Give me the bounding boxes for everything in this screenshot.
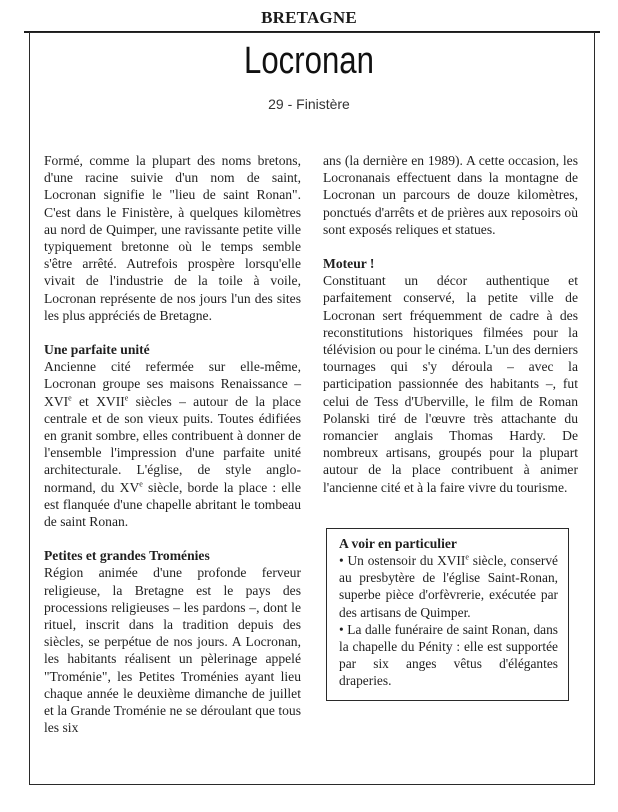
left-column — [44, 152, 301, 737]
right-column — [323, 152, 578, 496]
highlight-item-dalle: • La dalle funéraire de saint Ronan, dans la chapelle du Pénity : elle est supportée par six anges vêtus d'élégantes draperies. — [339, 621, 558, 689]
page-title: Locronan — [244, 40, 374, 82]
section-text-moteur: Constituant un décor authentique et parfaitement conservé, la petite ville de Locronan sert fréquemment de cadre à des reconstitutions historiques filmées pour la télévision ou pour le cinéma. L'un des derniers tournages qui s'y déroula – avec la participation passionnée des habitants –, fut celui de Tess d'Uberville, le film de Roman Polanski tiré de l'œuvre très attachante du romancier anglais Thomas Hardy. De nombreux artisans, groupés pour la plupart autour de la place contribuent à animer l'ancienne cité et à la faire vivre du tourisme. — [323, 273, 578, 495]
section-text-unite: Ancienne cité refermée sur elle-même, Locronan groupe ses maisons Renaissance – XVIe et XVIIe siècles – autour de la place centrale et de son vieux puits. Toutes édifiées en granit sombre, elles contribuent à donner de l'ensemble l'impression d'une parfaite unité architecturale. L'église, de style anglo-normand, du XVe siècle, borde la place : elle est flanquée d'une chapelle abritant le tombeau de saint Ronan. — [44, 359, 301, 530]
intro-paragraph: Formé, comme la plupart des noms bretons, d'une racine suivie d'un nom de saint, Locronan signifie le "lieu de saint Ronan". C'est dans le Finistère, à quelques kilomètres au nord de Quimper, une ravissante petite ville typiquement bretonne où le temps semble s'être arrêté. Autrefois prospère lorsqu'elle vivait de l'industrie de la toile à voile, Locronan représente de nos jours l'un des sites les plus appréciés de Bretagne. — [44, 153, 301, 323]
highlights-heading: A voir en particulier — [339, 536, 457, 551]
page-subtitle: 29 - Finistère — [268, 96, 350, 112]
section-heading-moteur: Moteur ! — [323, 256, 375, 272]
continuation-paragraph: ans (la dernière en 1989). A cette occasion, les Locronanais effectuent dans la montagne de Locronan un parcours de douze kilomètres, ponctués d'arrêts et de prières aux reposoirs où sont exposés reliques et statues. — [323, 153, 578, 237]
highlights-box — [326, 528, 569, 701]
section-heading-unite: Une parfaite unité — [44, 342, 150, 358]
section-text-tromenies: Région animée d'une profonde ferveur religieuse, la Bretagne est le pays des processions religieuses – les pardons –, dont le rituel, inscrit dans la tradition depuis des siècles, se perpétue de nos jours. A Locronan, les habitants réalisent un pèlerinage appelé "Troménie", les Petites Troménies ayant lieu chaque année le deuxième dimanche de juillet et la Grande Troménie ne se déroulant que tous les six — [44, 565, 301, 736]
highlight-item-ostensoir: • Un ostensoir du XVIIe siècle, conservé au presbytère de l'église Saint-Ronan, superbe pièce d'orfèvrerie, exécutée par des artisans de Quimper. — [339, 552, 558, 620]
region-label: BRETAGNE — [261, 8, 357, 27]
section-heading-tromenies: Petites et grandes Troménies — [44, 548, 210, 564]
